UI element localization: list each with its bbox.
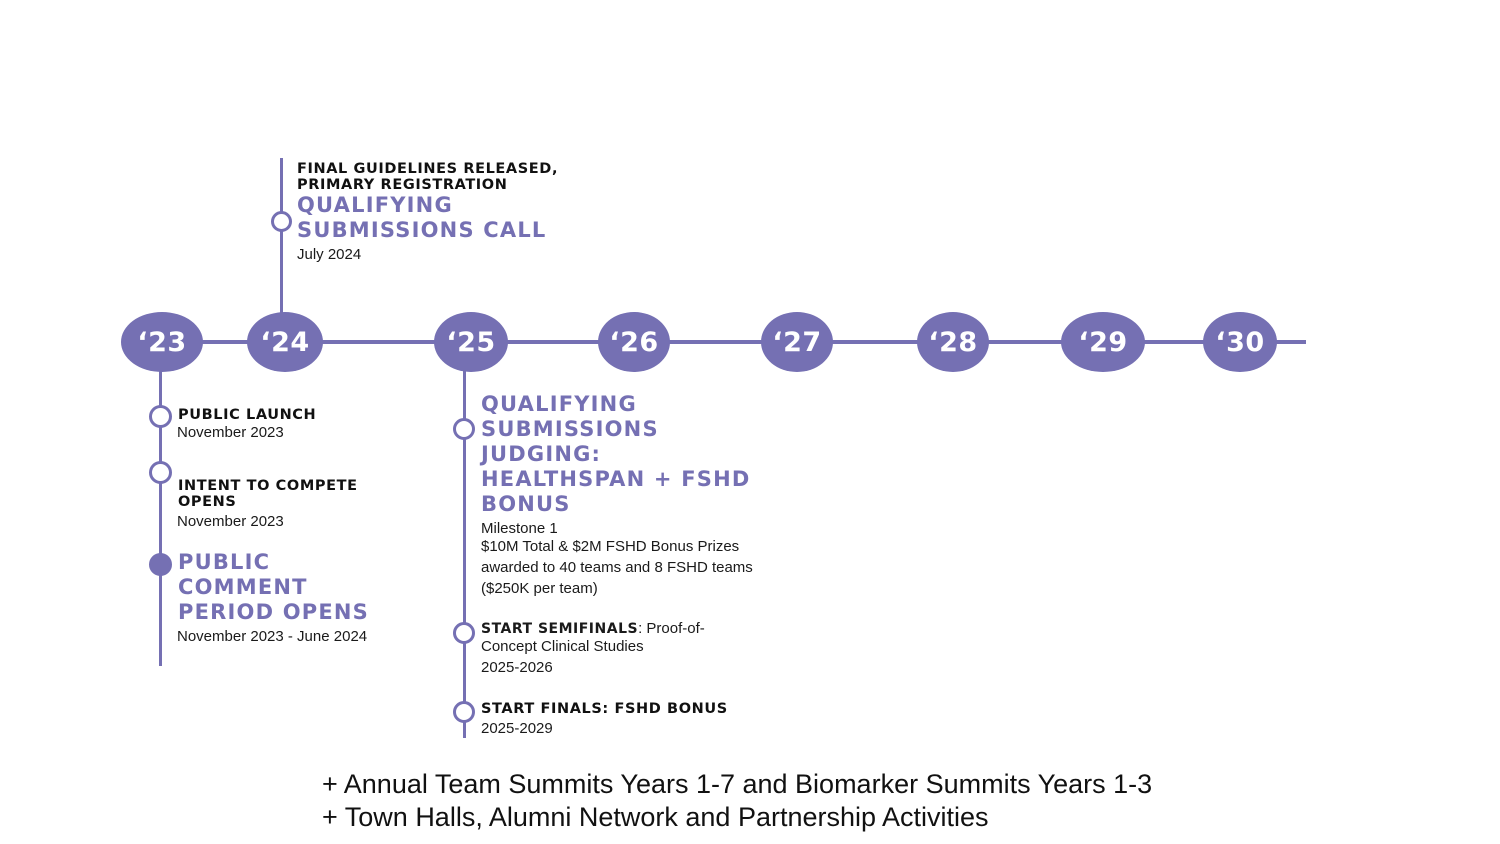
event-semifinals	[481, 619, 705, 639]
year-bubble-2028: ‘28	[917, 312, 989, 372]
event-title: PUBLIC	[178, 550, 271, 574]
event-date: July 2024	[297, 246, 362, 263]
event-title: HEALTHSPAN + FSHD	[481, 467, 751, 491]
event-title: JUDGING:	[481, 442, 602, 466]
year-bubble-2029: ‘29	[1061, 312, 1145, 372]
event-detail: Concept Clinical Studies	[481, 638, 644, 655]
footer-line: + Annual Team Summits Years 1-7 and Biomarker Summits Years 1-3	[322, 769, 1153, 799]
milestone-node-judging	[453, 418, 475, 440]
event-title: SUBMISSIONS CALL	[297, 218, 547, 242]
footer-line: + Town Halls, Alumni Network and Partnership Activities	[322, 802, 989, 832]
milestone-node-finals	[453, 701, 475, 723]
event-detail: awarded to 40 teams and 8 FSHD teams	[481, 559, 753, 576]
event-date: November 2023	[177, 513, 284, 530]
event-detail: $10M Total & $2M FSHD Bonus Prizes	[481, 538, 740, 555]
event-date: November 2023	[177, 424, 284, 441]
event-title: SUBMISSIONS	[481, 417, 659, 441]
milestone-node-public-launch	[149, 405, 172, 428]
milestone-node-public-comment	[149, 553, 172, 576]
year-bubble-2023: ‘23	[121, 312, 203, 372]
event-title: PUBLIC LAUNCH	[178, 407, 317, 423]
event-date: 2025-2029	[481, 720, 553, 737]
event-title: PERIOD OPENS	[178, 600, 370, 624]
branch-line-2023	[159, 342, 162, 666]
event-title: BONUS	[481, 492, 571, 516]
milestone-node-qualifying-call	[271, 211, 292, 232]
event-caption: FINAL GUIDELINES RELEASED,	[297, 161, 559, 177]
event-detail: ($250K per team)	[481, 580, 598, 597]
branch-line-2025	[463, 342, 466, 738]
event-caption: PRIMARY REGISTRATION	[297, 177, 508, 193]
event-title: OPENS	[178, 494, 237, 510]
year-bubble-2030: ‘30	[1203, 312, 1277, 372]
event-date: November 2023 - June 2024	[177, 628, 368, 645]
event-detail: : Proof-of-	[638, 620, 705, 637]
event-title: COMMENT	[178, 575, 308, 599]
milestone-node-semifinals	[453, 622, 475, 644]
event-title: QUALIFYING	[481, 392, 637, 416]
event-detail: Milestone 1	[481, 520, 558, 537]
milestone-node-intent-to-compete	[149, 461, 172, 484]
year-bubble-2024: ‘24	[247, 312, 323, 372]
year-bubble-2027: ‘27	[761, 312, 833, 372]
event-title: QUALIFYING	[297, 193, 453, 217]
event-date: 2025-2026	[481, 659, 553, 676]
event-title: START SEMIFINALS	[481, 621, 639, 637]
event-title: START FINALS: FSHD BONUS	[481, 701, 728, 717]
year-bubble-2025: ‘25	[434, 312, 508, 372]
event-title: INTENT TO COMPETE	[178, 478, 358, 494]
year-bubble-2026: ‘26	[598, 312, 670, 372]
